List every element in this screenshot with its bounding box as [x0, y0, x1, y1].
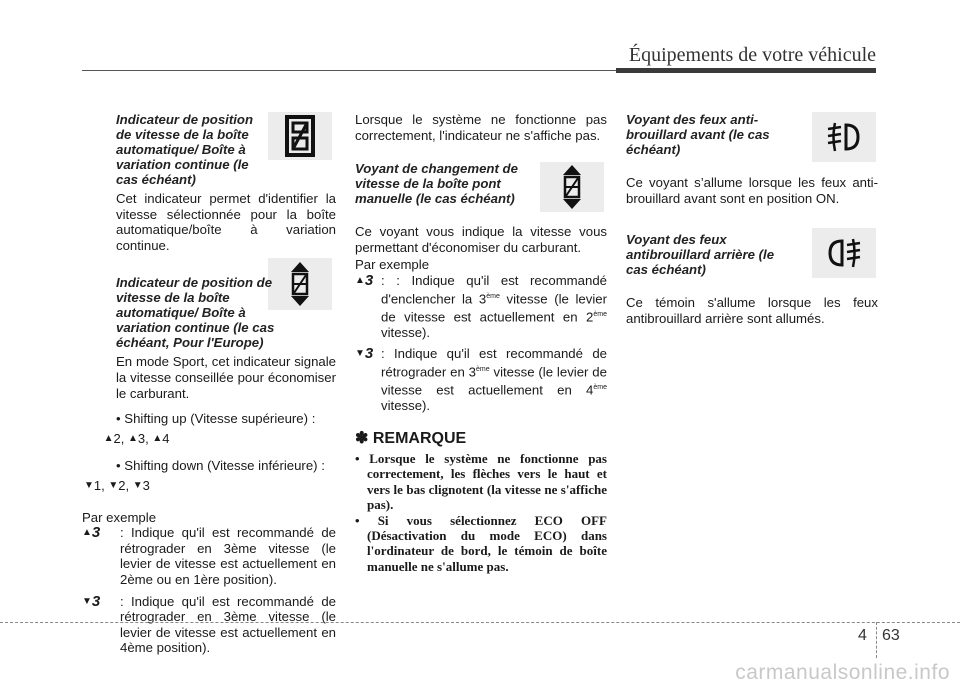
watermark: carmanualsonline.info — [735, 661, 950, 684]
section-text-manual-shift: Ce voyant vous indique la vitesse vous permettant d'économiser du carburant. — [355, 224, 607, 255]
remarque-item: • Lorsque le système ne fonctionne pas correctement, les flèches vers le haut et vers le bas clignotent (la vitesse ne s'affiche pas). — [355, 450, 607, 513]
bullet-shifting-up: • Shifting up (Vitesse supérieure) : — [116, 411, 316, 427]
down-arrow-icon: ▼ — [84, 479, 94, 491]
shift-down-values: ▼1, ▼2, ▼3 — [84, 477, 150, 493]
page-number: 63 — [882, 627, 900, 644]
up-arrow-icon: ▲ — [103, 432, 114, 444]
intro-text: Lorsque le système ne fonctionne pas correctement, l'indicateur ne s'affiche pas. — [355, 112, 607, 143]
gear-up-3-icon: ▲3 — [355, 271, 374, 289]
down-arrow-icon: ▼ — [132, 479, 143, 491]
column-right — [626, 112, 878, 326]
section-text-auto-indicator: Cet indicateur permet d'identifier la vitesse sélectionnée pour la boîte automatique/boîte à variation continue. — [116, 191, 336, 253]
section-text-front-fog: Ce voyant s’allume lorsque les feux anti-brouillard avant sont en position ON. — [626, 175, 878, 206]
footer-rule — [0, 622, 960, 623]
example-label-2: Par exemple — [355, 257, 430, 273]
page-header-title: Équipements de votre véhicule — [628, 44, 876, 66]
section-heading-auto-indicator-europe: Indicateur de position de vitesse de la boîte automatique/ Boîte à variation continue (le cas échéant, Pour l'Europe) — [116, 275, 275, 351]
remarque-title: ✽ REMARQUE — [355, 430, 467, 448]
gear-up-3-icon: ▲3 — [82, 524, 101, 542]
example-downshift: ▼3 : Indique qu'il est recommandé de rétrograder en 3ème vitesse (le levier de vitesse est actuellement en 4ème position). — [82, 592, 336, 656]
column-middle — [355, 112, 607, 574]
section-text-rear-fog: Ce témoin s'allume lorsque les feux antibrouillard arrière sont allumés. — [626, 295, 878, 326]
header-bar — [616, 68, 876, 73]
column-left — [82, 112, 336, 656]
up-arrow-icon: ▲ — [152, 432, 163, 444]
example-label: Par exemple — [82, 509, 157, 525]
gear-down-3-icon: ▼3 — [82, 592, 101, 610]
example-upshift: ▲3 : Indique qu'il est recommandé de rétrograder en 3ème vitesse (le levier de vitesse est actuellement en 2ème ou en 1ère position). — [82, 524, 336, 587]
section-heading-front-fog: Voyant des feux anti-brouillard avant (le cas échéant) — [626, 112, 770, 157]
up-arrow-icon: ▲ — [128, 432, 138, 444]
shift-up-values: ▲2, ▲3, ▲4 — [103, 430, 170, 446]
section-text-sport-mode: En mode Sport, cet indicateur signale la vitesse conseillée pour économiser le carburant. — [116, 354, 336, 401]
section-heading-manual-shift: Voyant de changement de vitesse de la boîte pont manuelle (le cas échéant) — [355, 161, 518, 207]
down-arrow-icon: ▼ — [108, 479, 119, 491]
gear-down-3-icon: ▼3 — [355, 345, 374, 363]
example-upshift-manual: ▲3 : : Indique qu'il est recommandé d'enclencher la 3ème vitesse (le levier de vitesse est actuellement en 2ème vitesse). — [355, 271, 607, 340]
section-heading-rear-fog: Voyant des feux antibrouillard arrière (le cas échéant) — [626, 232, 775, 278]
example-downshift-manual: ▼3 : Indique qu'il est recommandé de rétrograder en 3ème vitesse (le levier de vitesse est actuellement en 4ème vitesse). — [355, 345, 607, 413]
remarque-item: • Si vous sélectionnez ECO OFF (Désactivation du mode ECO) dans l'ordinateur de bord, le témoin de boîte manuelle ne s'allume pas. — [355, 512, 607, 574]
chapter-number: 4 — [858, 627, 867, 644]
bullet-shifting-down: • Shifting down (Vitesse inférieure) : — [116, 458, 325, 474]
section-heading-auto-indicator: Indicateur de position de vitesse de la boîte automatique/ Boîte à variation continue (le cas échéant) — [116, 112, 254, 187]
footer-divider — [876, 622, 877, 658]
